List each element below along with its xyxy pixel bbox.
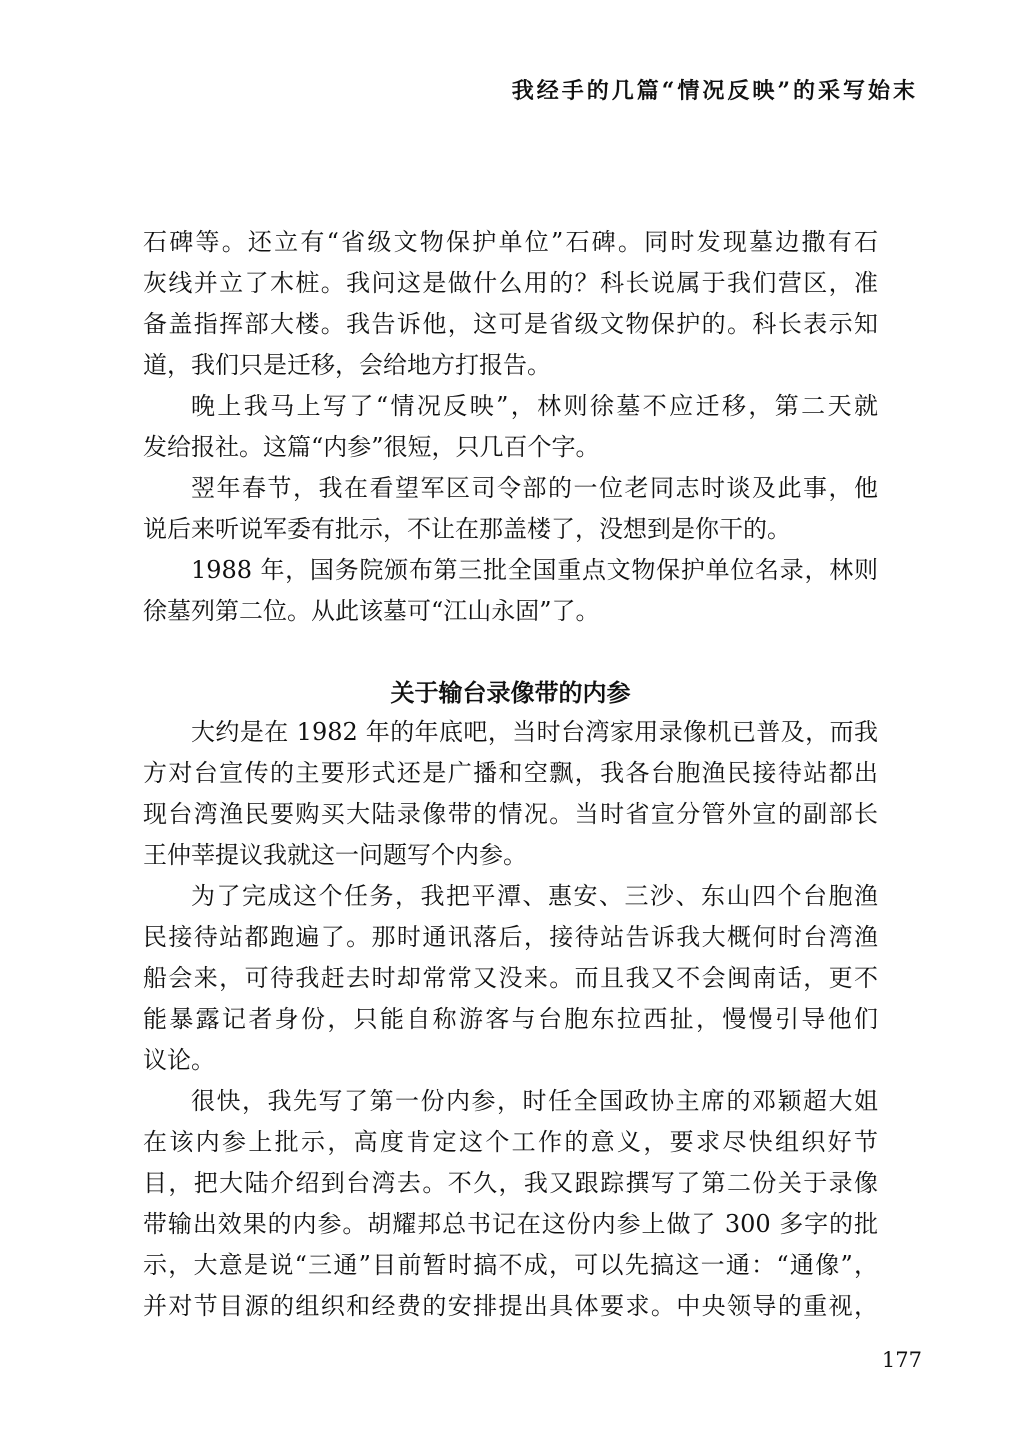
text-line: 翌年春节，我在看望军区司令部的一位老同志时谈及此事，他 — [191, 474, 878, 502]
text-line: 说后来听说军委有批示，不让在那盖楼了，没想到是你干的。 — [143, 515, 791, 543]
text-line: 灰线并立了木桩。我问这是做什么用的？科长说属于我们营区，准 — [143, 269, 878, 297]
text-line: 为了完成这个任务，我把平潭、惠安、三沙、东山四个台胞渔 — [191, 882, 878, 910]
text-line: 船会来，可待我赶去时却常常又没来。而且我又不会闽南话，更不 — [143, 964, 878, 992]
text-line: 道，我们只是迁移，会给地方打报告。 — [143, 351, 551, 379]
text-line: 1988 年，国务院颁布第三批全国重点文物保护单位名录，林则 — [191, 556, 878, 584]
text-line: 王仲莘提议我就这一问题写个内参。 — [143, 841, 527, 869]
text-line: 民接待站都跑遍了。那时通讯落后，接待站告诉我大概何时台湾渔 — [143, 923, 878, 951]
text-line: 方对台宣传的主要形式还是广播和空飘，我各台胞渔民接待站都出 — [143, 759, 878, 787]
text-line: 大约是在 1982 年的年底吧，当时台湾家用录像机已普及，而我 — [191, 718, 878, 746]
text-line: 目，把大陆介绍到台湾去。不久，我又跟踪撰写了第二份关于录像 — [143, 1169, 878, 1197]
text-line: 发给报社。这篇“内参”很短，只几百个字。 — [143, 433, 600, 461]
text-line: 示，大意是说“三通”目前暂时搞不成，可以先搞这一通：“通像”， — [143, 1251, 878, 1279]
body-text-bottom — [143, 712, 878, 1327]
text-line: 石碑等。还立有“省级文物保护单位”石碑。同时发现墓边撒有石 — [143, 228, 878, 256]
body-text-top — [143, 222, 878, 632]
text-line: 现台湾渔民要购买大陆录像带的情况。当时省宣分管外宣的副部长 — [143, 800, 878, 828]
text-line: 在该内参上批示，高度肯定这个工作的意义，要求尽快组织好节 — [143, 1128, 878, 1156]
text-line: 带输出效果的内参。胡耀邦总书记在这份内参上做了 300 多字的批 — [143, 1210, 878, 1238]
running-header: 我经手的几篇“情况反映”的采写始末 — [511, 78, 918, 104]
text-line: 备盖指挥部大楼。我告诉他，这可是省级文物保护的。科长表示知 — [143, 310, 878, 338]
text-line: 能暴露记者身份，只能自称游客与台胞东拉西扯，慢慢引导他们 — [143, 1005, 878, 1033]
text-line: 晚上我马上写了“情况反映”，林则徐墓不应迁移，第二天就 — [191, 392, 878, 420]
section-title: 关于输台录像带的内参 — [390, 679, 631, 707]
text-line: 徐墓列第二位。从此该墓可“江山永固”了。 — [143, 597, 600, 625]
text-line: 并对节目源的组织和经费的安排提出具体要求。中央领导的重视， — [143, 1292, 878, 1320]
text-line: 议论。 — [143, 1046, 215, 1074]
text-line: 很快，我先写了第一份内参，时任全国政协主席的邓颖超大姐 — [191, 1087, 878, 1115]
page-number: 177 — [881, 1348, 922, 1372]
